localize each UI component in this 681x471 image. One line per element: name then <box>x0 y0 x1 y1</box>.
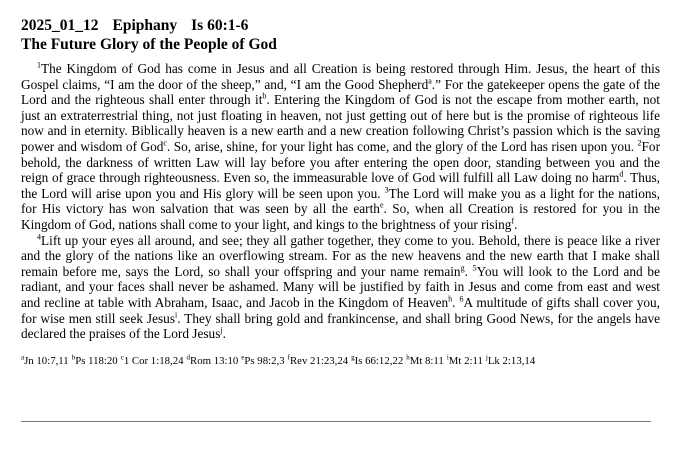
text-run: . Entering the Kingdom of God is not the escape from mother earth, not just an extraterrestrial thing, not just floating in heaven, not just getting out of here but is the promise of righteous life now and in eternity. Biblically heaven is a new earth and a new creation following Christ’s passion which is the saving power and wisdom of God <box>21 92 660 154</box>
sermon-date: 2025_01_12 <box>21 17 99 34</box>
footnote-mark: h <box>406 353 410 362</box>
footnote-entry <box>72 355 118 367</box>
text-run: For behold, the darkness of written Law will lay before you after entering the open door, standing between you and the reign of grace through righteousness. Even so, the immeasurable love of God will fulfill all Law doing no harm <box>21 138 661 186</box>
text-run: The Kingdom of God has come in Jesus and all Creation is being restored through Him. Jesus, the heart of this Gospel claims, “I am the door of the sheep,” and, “I am the Good Shepherd <box>21 61 660 92</box>
text-run: Lift up your eyes all around, and see; they all gather together, they come to you. Behold, there is peace like a river and the glory of the nations like an overflowing stream. For as the new heavens and the new earth that I make shall remain before me, says the Lord, so shall your offspring and your name remain <box>21 232 660 279</box>
footnote-mark: a <box>21 353 25 362</box>
text-run: .” For the gatekeeper opens the gate of the Lord and the righteous shall enter through it <box>21 76 660 108</box>
verse-number: 2 <box>637 138 642 148</box>
footnote-mark: i <box>446 353 449 362</box>
footnote-reference: Is 66:12,22 <box>354 354 404 367</box>
verse-number: 6 <box>459 294 464 304</box>
footnote-entry <box>21 355 69 367</box>
footnote-entry <box>486 355 535 367</box>
footnote-mark: g <box>351 353 355 362</box>
text-run: . So, when all Creation is restored for you in the Kingdom of God, nations shall come to your light, and kings to the brightness of your rising <box>21 201 661 232</box>
footnote-reference: Mt 8:11 <box>409 354 444 367</box>
footnote-entry <box>351 355 403 367</box>
text-run: . <box>222 326 226 342</box>
footnote-entry <box>447 355 483 367</box>
footnotes <box>21 355 660 368</box>
footnote-mark: f <box>287 353 290 362</box>
footnote-mark: b <box>71 353 76 362</box>
text-run: You will look to the Lord and be radiant, and your faces shall never be ashamed. Many will be justified by faith in Jesus and come from east and west and recline at table with Abraham, Isaac, and Jacob in the Kingdom of Heaven <box>21 263 660 310</box>
footnote-marker: j <box>220 325 223 335</box>
footnote-reference: Jn 10:7,11 <box>24 354 69 367</box>
text-run: . So, arise, shine, for your light has come, and the glory of the Lord has risen upon you. <box>166 138 638 154</box>
text-run: A multitude of gifts shall cover you, for wise men still seek Jesus <box>21 294 660 326</box>
footnote-marker: a <box>428 76 432 86</box>
footnote-entry <box>121 355 184 367</box>
text-run: The Lord will make you as a light for the nations, for His victory has won salvation that was seen by all the earth <box>21 185 660 217</box>
text-run: . They shall bring gold and frankincense, and shall bring Good News, for the angels have declared the praises of the Lord Jesus <box>21 310 661 342</box>
footnote-entry <box>406 355 444 367</box>
footnote-marker: d <box>619 169 624 179</box>
footnote-reference: Rom 13:10 <box>190 354 239 367</box>
footnote-entry <box>187 355 239 367</box>
body-text <box>21 61 660 342</box>
bottom-rule <box>21 421 651 422</box>
text-run: . <box>452 294 460 310</box>
footnote-reference: Ps 118:20 <box>75 354 118 367</box>
document-title: The Future Glory of the People of God <box>21 36 277 53</box>
footnote-reference: Rev 21:23,24 <box>289 354 349 367</box>
paragraph-2 <box>21 233 660 342</box>
footnote-reference: Mt 2:11 <box>448 354 483 367</box>
footnote-marker: f <box>511 216 515 226</box>
footnote-reference: Lk 2:13,14 <box>487 354 536 367</box>
text-run: . <box>514 216 518 232</box>
heading-line <box>21 16 660 35</box>
footnote-marker: i <box>175 310 178 320</box>
verse-number: 5 <box>472 263 477 273</box>
footnote-reference: Ps 98:2,3 <box>244 354 285 367</box>
footnote-marker: b <box>262 91 267 101</box>
footnote-marker: h <box>448 294 453 304</box>
footnote-mark: d <box>186 353 190 362</box>
footnote-mark: e <box>241 353 245 362</box>
footnote-marker: c <box>163 138 167 148</box>
scripture-reference: Is 60:1-6 <box>191 17 249 34</box>
footnote-reference: 1 Cor 1:18,24 <box>123 354 184 367</box>
paragraph-1 <box>21 61 660 233</box>
text-run: . Thus, the Lord will arise upon you and His glory will be seen upon you. <box>21 170 660 201</box>
footnote-entry <box>288 355 349 367</box>
feast-name: Epiphany <box>112 17 178 34</box>
footnote-mark: c <box>120 353 124 362</box>
footnote-entry <box>241 355 284 367</box>
verse-number: 4 <box>37 232 41 242</box>
text-run: . <box>464 263 473 279</box>
footnote-marker: g <box>460 263 465 273</box>
footnote-mark: j <box>485 353 488 362</box>
verse-number: 3 <box>384 185 389 195</box>
footnote-marker: e <box>379 200 384 210</box>
verse-number: 1 <box>37 60 41 70</box>
